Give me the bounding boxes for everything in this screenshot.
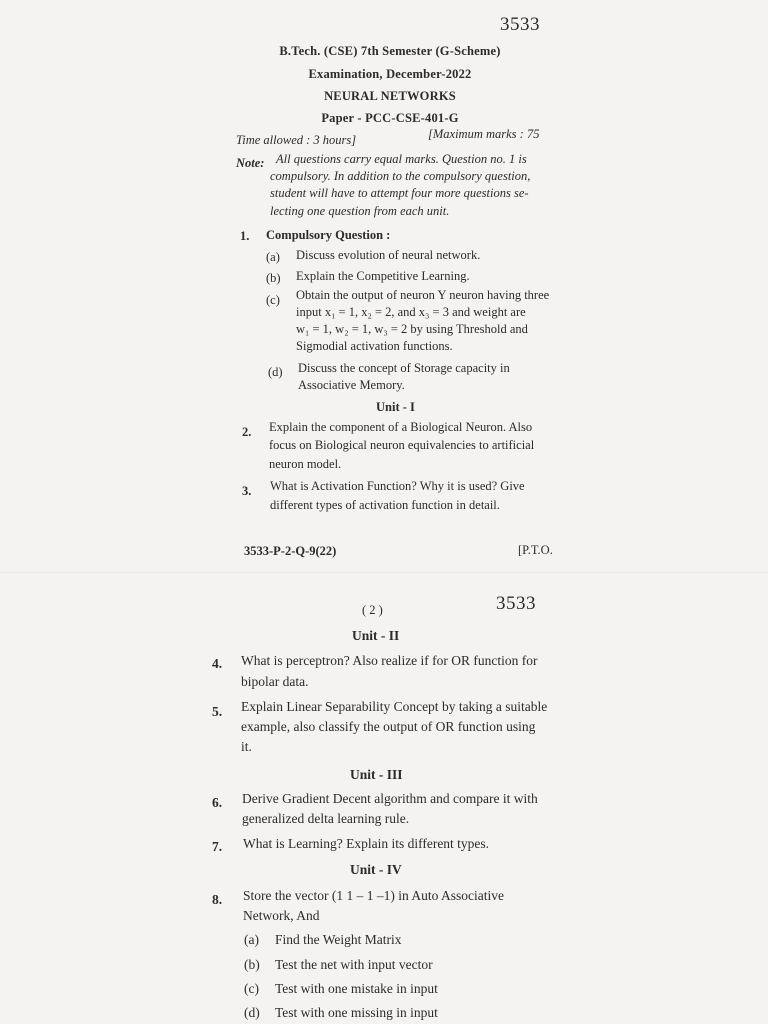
note-line-1: All questions carry equal marks. Question no. 1 is xyxy=(276,152,527,166)
q5-number: 5. xyxy=(212,704,223,719)
q8a-label: (a) xyxy=(244,932,259,947)
note-line-3: student will have to attempt four more questions se- xyxy=(270,186,529,200)
footer-code: 3533-P-2-Q-9(22) xyxy=(244,544,337,558)
q8-number: 8. xyxy=(212,892,223,907)
q8-line-2: Network, And xyxy=(243,908,320,923)
q6-number: 6. xyxy=(212,795,223,810)
q7-number: 7. xyxy=(212,839,223,854)
note-line-2: compulsory. In addition to the compulsory question, xyxy=(270,169,531,183)
q1b-text: Explain the Competitive Learning. xyxy=(296,269,470,283)
time-allowed: Time allowed : 3 hours] xyxy=(236,133,357,147)
q6-line-2: generalized delta learning rule. xyxy=(242,811,410,826)
q8c-text: Test with one mistake in input xyxy=(275,981,438,996)
q2-line-1: Explain the component of a Biological Neuron. Also xyxy=(269,420,533,434)
unit-4-heading: Unit - IV xyxy=(350,862,402,877)
note-label: Note: xyxy=(236,156,265,170)
q1d-label: (d) xyxy=(268,365,283,379)
page-number: ( 2 ) xyxy=(362,603,383,617)
header-line-4: Paper - PCC-CSE-401-G xyxy=(321,111,459,125)
unit-3-heading: Unit - III xyxy=(350,767,403,782)
q5-line-3: it. xyxy=(241,739,252,754)
q1c-line-1: Obtain the output of neuron Y neuron having three xyxy=(296,288,550,302)
q8d-text: Test with one missing in input xyxy=(275,1005,438,1020)
footer-pto: [P.T.O. xyxy=(518,543,553,557)
q2-line-3: neuron model. xyxy=(269,457,342,471)
q1c-line-2: input x₁ = 1, x₂ = 2, and x₃ = 3 and weight are xyxy=(296,305,526,319)
q8a-text: Find the Weight Matrix xyxy=(275,932,402,947)
paper-code-top: 3533 xyxy=(500,14,540,35)
page-divider xyxy=(0,572,768,573)
q5-line-2: example, also classify the output of OR function using xyxy=(241,719,536,734)
q3-number: 3. xyxy=(242,484,252,498)
q4-line-2: bipolar data. xyxy=(241,674,309,689)
q1-title: Compulsory Question : xyxy=(266,228,391,242)
q1d-line-1: Discuss the concept of Storage capacity in xyxy=(298,361,510,375)
q1c-line-4: Sigmodial activation functions. xyxy=(296,339,453,353)
q1b-label: (b) xyxy=(266,271,281,285)
q7-line-1: What is Learning? Explain its different types. xyxy=(243,836,490,851)
q2-line-2: focus on Biological neuron equivalencies to artificial xyxy=(269,438,535,452)
max-marks: [Maximum marks : 75 xyxy=(428,127,540,141)
q3-line-1: What is Activation Function? Why it is used? Give xyxy=(270,479,525,493)
header-line-2: Examination, December-2022 xyxy=(308,67,472,81)
q8b-label: (b) xyxy=(244,957,260,972)
q1a-label: (a) xyxy=(266,250,280,264)
header-line-1: B.Tech. (CSE) 7th Semester (G-Scheme) xyxy=(279,44,501,58)
q5-line-1: Explain Linear Separability Concept by taking a suitable xyxy=(241,699,548,714)
q8d-label: (d) xyxy=(244,1005,260,1020)
q8c-label: (c) xyxy=(244,981,259,996)
q8b-text: Test the net with input vector xyxy=(275,957,433,972)
unit-2-heading: Unit - II xyxy=(352,628,400,643)
q1d-line-2: Associative Memory. xyxy=(298,378,405,392)
q2-number: 2. xyxy=(242,425,252,439)
q4-line-1: What is perceptron? Also realize if for OR function for xyxy=(241,653,538,668)
q1c-line-3: w₁ = 1, w₂ = 1, w₃ = 2 by using Threshold and xyxy=(296,322,528,336)
q1-number: 1. xyxy=(240,229,250,243)
q8-line-1: Store the vector (1 1 – 1 –1) in Auto Associative xyxy=(243,888,504,903)
header-line-3: NEURAL NETWORKS xyxy=(324,89,456,103)
unit-1-heading: Unit - I xyxy=(376,400,415,414)
q3-line-2: different types of activation function in detail. xyxy=(270,498,500,512)
q1a-text: Discuss evolution of neural network. xyxy=(296,248,481,262)
q1c-label: (c) xyxy=(266,293,280,307)
q6-line-1: Derive Gradient Decent algorithm and compare it with xyxy=(242,791,538,806)
note-line-4: lecting one question from each unit. xyxy=(270,204,450,218)
q4-number: 4. xyxy=(212,656,223,671)
paper-code-page-2: 3533 xyxy=(496,593,536,614)
